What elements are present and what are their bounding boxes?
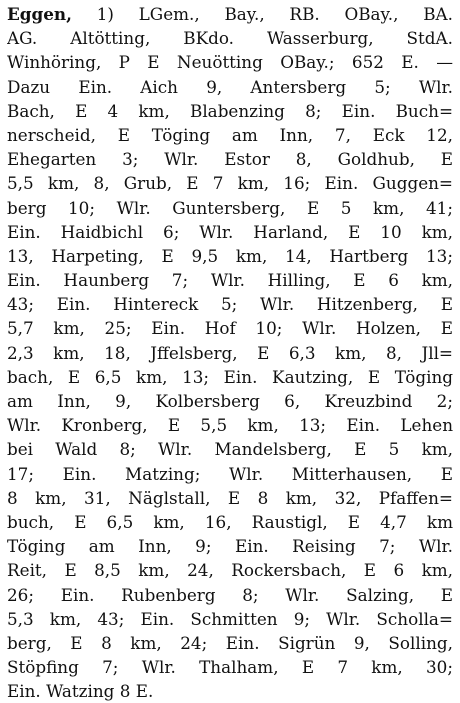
text-line: AG. Altötting, BKdo. Wasserburg, StdA.	[7, 28, 453, 49]
text-line: Ein. Haunberg 7; Wlr. Hilling, E 6 km,	[7, 270, 453, 291]
text-line: 5,7 km, 25; Ein. Hof 10; Wlr. Holzen, E	[7, 318, 453, 339]
text-line: Ein. Haidbichl 6; Wlr. Harland, E 10 km,	[7, 221, 453, 242]
text-line: Reit, E 8,5 km, 24, Rockersbach, E 6 km,	[7, 560, 453, 581]
text-line: buch, E 6,5 km, 16, Raustigl, E 4,7 km	[7, 511, 453, 532]
text-line: 2,3 km, 18, Jffelsberg, E 6,3 km, 8, Jll=	[7, 342, 453, 363]
text-line	[7, 2, 453, 26]
text-line: Winhöring, P E Neuötting OBay.; 652 E. —	[7, 52, 453, 73]
text-line: bei Wald 8; Wlr. Mandelsberg, E 5 km,	[7, 439, 453, 460]
first-line-text: 1) LGem., Bay., RB. OBay., BA.	[71, 4, 453, 24]
text-line: Wlr. Kronberg, E 5,5 km, 13; Ein. Lehen	[7, 415, 453, 436]
text-line: Stöpfing 7; Wlr. Thalham, E 7 km, 30;	[7, 657, 453, 678]
text-line: Ein. Watzing 8 E.	[7, 681, 154, 702]
text-line: Dazu Ein. Aich 9, Antersberg 5; Wlr.	[7, 76, 453, 97]
text-line: berg, E 8 km, 24; Ein. Sigrün 9, Solling,	[7, 632, 453, 653]
text-line: 43; Ein. Hintereck 5; Wlr. Hitzenberg, E	[7, 294, 453, 315]
text-line: am Inn, 9, Kolbersberg 6, Kreuzbind 2;	[7, 391, 453, 411]
text-line: Ehegarten 3; Wlr. Estor 8, Goldhub, E	[7, 149, 453, 170]
text-line: Töging am Inn, 9; Ein. Reising 7; Wlr.	[7, 536, 453, 557]
headword: Eggen,	[7, 4, 72, 24]
text-line: 13, Harpeting, E 9,5 km, 14, Hartberg 13;	[7, 245, 453, 266]
text-line: 26; Ein. Rubenberg 8; Wlr. Salzing, E	[7, 584, 453, 605]
text-line: 8 km, 31, Näglstall, E 8 km, 32, Pfaffen=	[7, 487, 453, 508]
text-line: 17; Ein. Matzing; Wlr. Mitterhausen, E	[7, 463, 453, 484]
text-line: berg 10; Wlr. Guntersberg, E 5 km, 41;	[7, 197, 453, 218]
text-line: nerscheid, E Töging am Inn, 7, Eck 12,	[7, 124, 453, 145]
text-line: bach, E 6,5 km, 13; Ein. Kautzing, E Töging	[7, 366, 453, 387]
gazetteer-entry	[7, 2, 453, 703]
text-line: 5,5 km, 8, Grub, E 7 km, 16; Ein. Guggen=	[7, 173, 453, 194]
text-line: 5,3 km, 43; Ein. Schmitten 9; Wlr. Scholla=	[7, 608, 453, 629]
text-line: Bach, E 4 km, Blabenzing 8; Ein. Buch=	[7, 100, 453, 121]
